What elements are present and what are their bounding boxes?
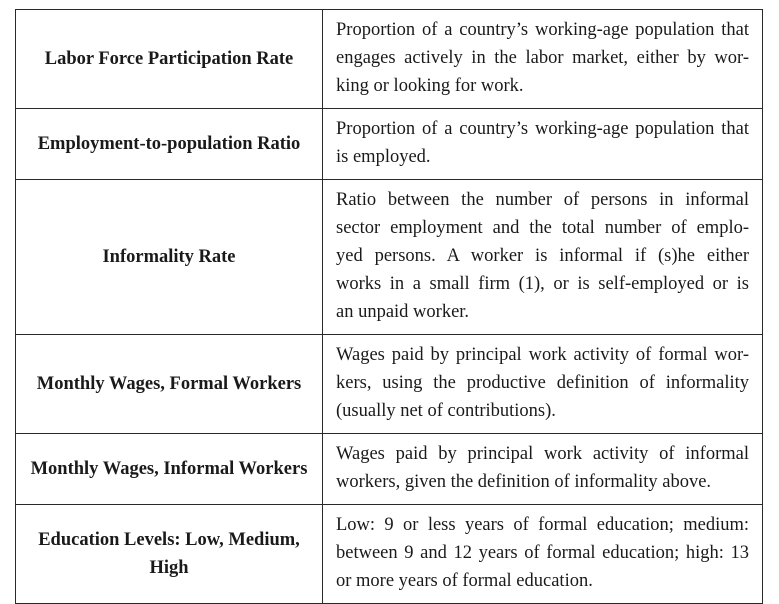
table-row [16,505,763,604]
definition-line: Ratio between the number of persons in informal [336,190,749,210]
term-cell: Education Levels: Low, Medium, High [16,505,323,604]
definition-line: Wages paid by principal work activity of formal wor- [336,345,749,365]
term-cell: Informality Rate [16,180,323,335]
definition-line: is employed. [336,147,431,167]
definition-line: an unpaid worker. [336,302,470,322]
term-cell: Employment-to-population Ratio [16,109,323,180]
definition-cell [323,10,763,109]
definition-cell [323,505,763,604]
table-row [16,109,763,180]
definition-cell [323,434,763,505]
definition-line: between 9 and 12 years of formal education; high: 13 [336,543,749,563]
definition-line: kers, using the productive definition of informality [336,373,749,393]
definition-line: engages actively in the labor market, either by wor- [336,48,749,68]
term-cell: Monthly Wages, Formal Workers [16,335,323,434]
definition-cell [323,180,763,335]
definition-line: workers, given the definition of informality above. [336,472,712,492]
definition-line: (usually net of contributions). [336,401,556,421]
definition-line: sector employment and the total number of emplo- [336,218,749,238]
definition-cell [323,335,763,434]
definition-cell [323,109,763,180]
term-cell: Monthly Wages, Informal Workers [16,434,323,505]
table-row [16,180,763,335]
table-row [16,335,763,434]
definition-line: or more years of formal education. [336,571,593,591]
definition-line: works in a small firm (1), or is self-employed or is [336,274,749,294]
table-row [16,10,763,109]
definition-line: Low: 9 or less years of formal education; medium: [336,515,749,535]
definition-line: Proportion of a country’s working-age population that [336,20,749,40]
term-cell: Labor Force Participation Rate [16,10,323,109]
definitions-table [15,9,763,604]
table-row [16,434,763,505]
definition-line: king or looking for work. [336,76,524,96]
definition-line: Proportion of a country’s working-age population that [336,119,749,139]
definition-line: yed persons. A worker is informal if (s)he either [336,246,749,266]
definition-line: Wages paid by principal work activity of informal [336,444,749,464]
